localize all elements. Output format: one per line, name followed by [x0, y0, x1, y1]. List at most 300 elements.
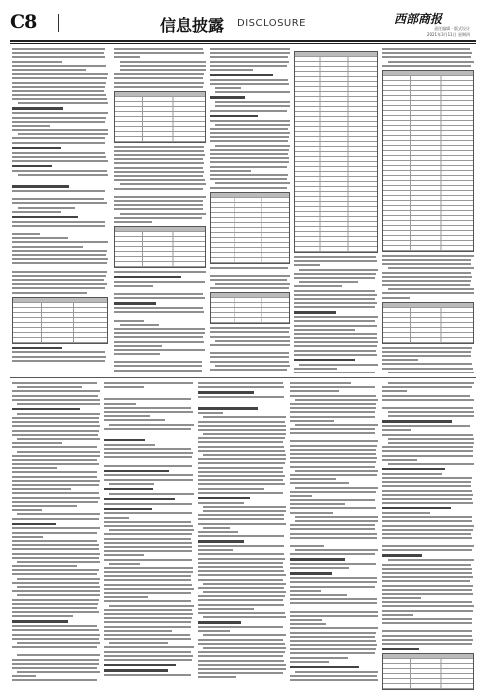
text-line [290, 636, 375, 638]
text-line [104, 517, 129, 519]
text-line [294, 368, 337, 370]
text-line [104, 613, 193, 615]
text-line [17, 386, 82, 388]
text-line [295, 516, 378, 518]
text-line [388, 411, 474, 413]
text-line [215, 124, 290, 126]
text-line [12, 480, 100, 482]
text-line [198, 545, 284, 547]
text-line [382, 494, 473, 496]
text-line [382, 516, 472, 518]
text-line [104, 567, 193, 569]
text-line [198, 643, 285, 645]
text-line [210, 187, 287, 189]
text-line [17, 654, 100, 656]
text-line [12, 476, 97, 478]
text-line [12, 565, 77, 567]
text-line [382, 597, 421, 599]
text-line [114, 370, 202, 372]
paragraph-gap [12, 178, 108, 182]
text-line [114, 48, 203, 50]
text-line [114, 307, 203, 309]
article-heading [382, 507, 451, 509]
text-line [198, 570, 284, 572]
text-line [210, 136, 289, 138]
text-line [299, 364, 378, 366]
text-line [104, 503, 192, 505]
article-heading [12, 408, 80, 410]
text-line [198, 604, 284, 606]
text-line [388, 372, 474, 373]
text-line [12, 98, 107, 100]
text-line [388, 442, 474, 444]
text-line [12, 532, 97, 534]
text-line [388, 463, 474, 465]
text-line [290, 632, 376, 634]
text-line [120, 183, 206, 185]
text-line [114, 311, 204, 313]
text-line [12, 442, 62, 444]
text-line [290, 395, 376, 397]
paragraph-gap [198, 400, 286, 404]
text-line [198, 475, 285, 477]
text-line [382, 363, 472, 365]
text-line [382, 564, 471, 566]
text-line [210, 79, 288, 81]
masthead [0, 0, 484, 44]
text-line [382, 533, 471, 535]
text-line [203, 616, 286, 618]
text-line [215, 87, 241, 89]
text-line [382, 580, 470, 582]
text-line [12, 488, 71, 490]
text-line [114, 175, 203, 177]
article-heading [104, 439, 145, 441]
text-line [198, 518, 284, 520]
text-line [12, 430, 99, 432]
text-line [114, 271, 206, 273]
article-heading [12, 620, 68, 622]
disclosure-table [294, 51, 378, 253]
table-row [295, 247, 377, 252]
article-heading [12, 107, 63, 109]
text-line [12, 501, 98, 503]
article-heading [104, 508, 152, 510]
table-row [13, 338, 107, 343]
text-line [294, 298, 375, 300]
text-line [12, 190, 105, 192]
text-line [198, 549, 233, 551]
text-line [12, 505, 77, 507]
text-line [290, 440, 378, 442]
text-line [382, 477, 472, 479]
text-line [12, 90, 104, 92]
text-line [104, 550, 192, 552]
text-line [12, 225, 105, 227]
text-line [382, 255, 474, 257]
text-line [290, 563, 376, 565]
text-line [382, 549, 472, 551]
text-line [382, 545, 474, 547]
text-line [12, 569, 99, 571]
text-line [382, 446, 473, 448]
text-line [382, 425, 470, 427]
disclosure-table [12, 297, 108, 344]
text-line [198, 553, 284, 555]
text-line [12, 629, 99, 631]
text-line [198, 429, 286, 431]
text-line [198, 412, 223, 414]
text-line [109, 642, 167, 644]
text-line [290, 567, 349, 569]
text-line [198, 531, 238, 533]
article-heading [294, 311, 336, 313]
text-line [290, 466, 375, 468]
text-line [12, 121, 105, 123]
text-line [382, 481, 471, 483]
text-line [198, 639, 283, 641]
text-line [210, 56, 288, 58]
text-line [290, 491, 376, 493]
article-column-4 [294, 48, 378, 373]
text-line [290, 503, 345, 505]
text-line [299, 281, 358, 283]
text-line [290, 432, 375, 434]
text-line [382, 407, 473, 409]
text-line [104, 646, 194, 648]
text-line [12, 509, 42, 511]
text-line [104, 554, 144, 556]
text-line [12, 170, 107, 172]
text-line [12, 351, 105, 353]
article-heading [104, 498, 175, 500]
text-line [382, 601, 472, 603]
text-line [120, 65, 206, 67]
text-line [382, 351, 471, 353]
text-line [12, 675, 36, 677]
text-line [215, 101, 290, 103]
text-line [12, 484, 99, 486]
text-line [114, 341, 204, 343]
text-line [290, 449, 376, 451]
text-line [210, 356, 289, 358]
text-line [104, 419, 165, 421]
text-line [104, 474, 193, 476]
text-line [382, 512, 430, 514]
text-line [114, 361, 202, 363]
section-subtitle: DISCLOSURE [237, 18, 306, 29]
text-line [104, 592, 191, 594]
text-line [382, 622, 472, 624]
text-line [114, 320, 144, 322]
text-line [104, 428, 191, 430]
text-line [290, 553, 375, 555]
masthead-rule-thick [10, 40, 476, 42]
text-line [382, 502, 473, 504]
text-line [382, 368, 473, 370]
text-line [12, 557, 99, 559]
text-line [382, 643, 472, 645]
text-line [388, 559, 474, 561]
text-line [198, 479, 283, 481]
text-line [382, 390, 407, 392]
text-line [104, 448, 191, 450]
text-line [114, 204, 203, 206]
text-line [12, 607, 97, 609]
text-line [290, 611, 378, 613]
disclosure-table [382, 653, 474, 690]
text-line [210, 52, 290, 54]
text-line [114, 297, 205, 299]
text-line [388, 267, 474, 269]
text-line [114, 345, 162, 347]
text-line [12, 536, 43, 538]
text-line [382, 568, 472, 570]
text-line [114, 281, 205, 283]
text-line [12, 471, 97, 473]
article-column-3 [210, 48, 290, 373]
text-line [290, 675, 377, 677]
text-line [198, 514, 284, 516]
text-line [12, 582, 99, 584]
text-line [12, 262, 107, 264]
text-line [12, 599, 99, 601]
text-line [382, 48, 470, 50]
text-line [114, 158, 203, 160]
text-line [104, 465, 192, 467]
article-column-9 [290, 382, 378, 694]
text-line [290, 512, 333, 514]
text-line [12, 271, 107, 273]
text-line [12, 69, 86, 71]
text-line [215, 182, 290, 184]
newspaper-logo: 西部商报 [394, 12, 443, 26]
text-line [382, 605, 474, 607]
masthead-divider [58, 14, 59, 32]
text-line [210, 174, 288, 176]
text-line [294, 260, 377, 262]
text-line [198, 562, 283, 564]
text-line [12, 625, 97, 627]
text-line [382, 259, 471, 261]
text-line [382, 359, 418, 361]
text-line [12, 48, 105, 50]
text-line [12, 156, 106, 158]
text-line [12, 646, 97, 648]
text-line [294, 354, 377, 356]
text-line [17, 561, 100, 563]
text-line [104, 407, 191, 409]
text-line [290, 507, 376, 509]
text-line [114, 208, 203, 210]
text-line [198, 535, 284, 537]
text-line [382, 572, 472, 574]
text-line [104, 403, 136, 405]
text-line [198, 664, 286, 666]
article-heading [198, 407, 258, 409]
text-line [215, 283, 290, 285]
text-line [104, 600, 191, 602]
text-line [382, 429, 411, 431]
text-line [12, 459, 97, 461]
text-line [210, 352, 289, 354]
text-line [12, 663, 99, 665]
article-heading [210, 115, 258, 117]
disclosure-table [382, 302, 474, 344]
text-line [290, 586, 375, 588]
text-line [290, 478, 336, 480]
text-line [294, 350, 376, 352]
table-row [383, 246, 473, 251]
text-line [17, 671, 100, 673]
text-line [114, 336, 203, 338]
text-line [198, 458, 286, 460]
text-line [18, 133, 108, 135]
text-line [290, 420, 334, 422]
article-heading [104, 669, 168, 671]
text-line [114, 217, 202, 219]
article-heading [382, 468, 445, 470]
text-line [12, 360, 105, 362]
text-line [382, 52, 472, 54]
text-line [290, 524, 375, 526]
text-line [104, 634, 190, 636]
text-line [198, 608, 254, 610]
text-line [290, 453, 376, 455]
text-line [198, 630, 230, 632]
page-number: C8 [10, 11, 37, 33]
text-line [382, 537, 472, 539]
text-line [210, 132, 290, 134]
text-line [294, 256, 376, 258]
article-heading [210, 74, 273, 76]
table-row [115, 262, 205, 267]
text-line [114, 293, 203, 295]
text-line [104, 398, 191, 400]
text-line [18, 102, 108, 104]
article-heading [290, 572, 332, 574]
text-line [198, 660, 284, 662]
article-heading [12, 165, 52, 167]
text-line [12, 82, 106, 84]
text-line [114, 150, 204, 152]
text-line [104, 444, 155, 446]
text-line [290, 598, 377, 600]
text-line [382, 272, 471, 274]
text-line [210, 178, 287, 180]
text-line [294, 306, 375, 308]
table-row [383, 684, 473, 689]
text-line [17, 642, 100, 644]
text-line [198, 672, 283, 674]
paragraph-gap [104, 432, 194, 436]
text-line [294, 329, 355, 331]
article-heading [104, 664, 176, 666]
text-line [294, 264, 320, 266]
text-line [198, 483, 285, 485]
text-line [12, 279, 104, 281]
text-line [215, 340, 290, 342]
text-line [12, 455, 100, 457]
article-heading [198, 391, 254, 393]
article-heading [12, 523, 56, 525]
text-line [210, 149, 289, 151]
article-column-7 [104, 382, 194, 694]
text-line [388, 438, 474, 440]
text-line [104, 575, 191, 577]
text-line [382, 297, 410, 299]
text-line [109, 424, 194, 426]
article-column-6 [12, 382, 100, 694]
text-line [210, 275, 290, 277]
text-line [12, 421, 99, 423]
text-line [12, 61, 62, 63]
text-line [12, 446, 97, 448]
text-line [210, 327, 290, 329]
text-line [104, 542, 192, 544]
article-heading [12, 216, 78, 218]
text-line [114, 86, 203, 88]
text-line [104, 415, 150, 417]
text-line [203, 527, 229, 529]
text-line [12, 292, 87, 294]
text-line [294, 294, 377, 296]
text-line [382, 490, 472, 492]
text-line [382, 395, 470, 397]
text-line [203, 634, 286, 636]
text-line [104, 588, 194, 590]
text-line [198, 579, 283, 581]
text-line [104, 559, 192, 561]
text-line [12, 77, 107, 79]
text-line [290, 627, 378, 629]
text-line [210, 336, 290, 338]
article-heading [104, 470, 169, 472]
text-line [382, 498, 472, 500]
text-line [104, 571, 193, 573]
text-line [12, 553, 100, 555]
text-line [198, 502, 244, 504]
text-line [12, 611, 99, 613]
text-line [114, 179, 205, 181]
text-line [210, 140, 288, 142]
disclosure-table [210, 292, 290, 324]
text-line [12, 492, 99, 494]
text-line [114, 353, 160, 355]
text-line [295, 470, 378, 472]
disclosure-table [114, 91, 206, 143]
text-line [114, 285, 153, 287]
text-line [12, 125, 50, 127]
text-line [12, 241, 108, 243]
text-line [382, 276, 472, 278]
text-line [120, 324, 160, 326]
text-line [290, 416, 375, 418]
article-heading [290, 558, 345, 560]
text-line [198, 574, 286, 576]
article-heading [382, 554, 422, 556]
text-line [198, 595, 285, 597]
text-line [210, 331, 289, 333]
text-line [198, 446, 284, 448]
text-line [290, 644, 377, 646]
text-line [198, 450, 285, 452]
text-line [114, 188, 203, 190]
text-line [203, 454, 286, 456]
text-line [17, 438, 100, 440]
text-line [17, 413, 100, 415]
text-line [290, 528, 375, 530]
